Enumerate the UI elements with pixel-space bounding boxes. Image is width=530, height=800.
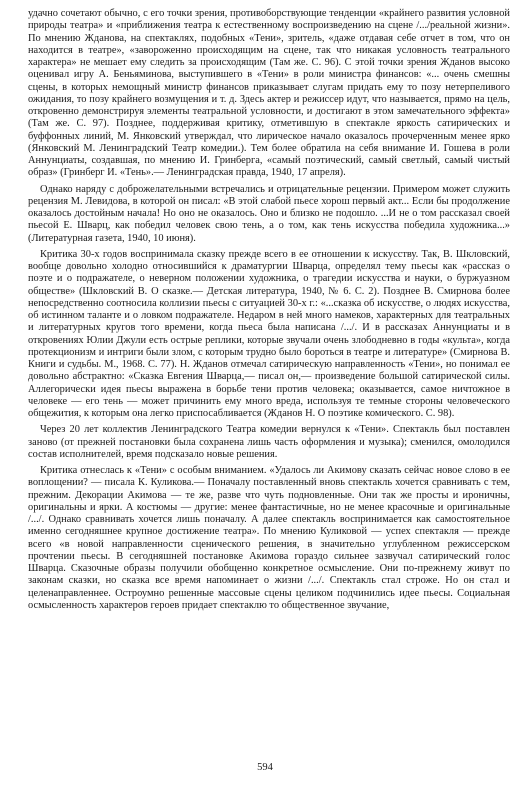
- document-page: [28, 8, 510, 792]
- paragraph-1: удачно сочетают обычно, с его точки зрения, противоборствующие тенденции «крайнего развития условной природы театра» и «приближения театра к естественному воспроизведению на сцене /.../реальной жизни». По мнению Жданова, на спектаклях, подобных «Тени», зритель, «даже отдавая себе отчет в том, что он находится в театре», «завороженно происходящим на сцене, так что никакая условность театрального характера» не мешает ему следить за происходящим (Там же. С. 96). С этой точки зрения Жданов высоко оценивал игру А. Беньяминова, выступившего в «Тени» в роли министра финансов: «... очень смешны сцены, в которых немощный министр финансов приказывает слугам придать ему то позу нетерпеливого ожидания, то позу крайнего возмущения и т. д. Здесь актер и режиссер идут, что называется, прямо на цель, откровенно демонстрируя элементы театральной условности, и достигают в этом замечательного эффекта» (Там же. С. 97). Позднее, поддерживая критику, отметившую в спектакле яркость сатирических и буффонных линий, М. Янковский утверждал, что лирическое начало оказалось прочерченным менее ярко (Янковский М. Ленинградский Театр комедии.). Тем более обратила на себя внимание И. Гошева в роли Аннунциаты, создавшая, по мнению И. Гринберга, «самый поэтический, самый светлый, самый чистый образ» (Гринберг И. «Тень».— Ленинградская правда, 1940, 17 апреля).: [28, 8, 510, 179]
- paragraph-3: Критика 30-х годов воспринимала сказку прежде всего в ее отношении к искусству. Так, В. Шкловский, вообще довольно холодно относившийся к драматургии Шварца, определял тему пьесы как «рассказ о поэте и о подражателе, о неверном положении художника, о трагедии искусства и науки, о буржуазном обществе» (Шкловский В. О сказке.— Детская литература, 1940, № 6. С. 2). Позднее В. Смирнова более непосредственно соотносила коллизии пьесы с ситуацией 30-х г.: «...сказка об искусстве, о людях искусства, об истинном таланте и о ловком подражателе. Недаром в ней много намеков, характерных для театральных и литературных кругов того времени, когда пьеса была написана /.../. И в рассказах Аннунциаты и в откровениях Юлии Джули есть острые реплики, которые звучали очень злободневно в годы «культа», когда протекционизм и интриги были злом, с которым трудно было бороться в театре и литературе» (Смирнова В. Книги и судьбы. М., 1968. С. 77). Н. Жданов отмечал сатирическую направленность «Тени», но понимал ее довольно абстрактно: «Сказка Евгения Шварца,— писал он,— произведение большой сатирической силы. Аллегорически идея пьесы выражена в борьбе тени против человека; оказывается, самое ничтожное в человеке — его тень — может причинить ему много вреда, используя те темные стороны человеческого общежития, к которым она легко приспосабливается (Жданов Н. О поэтике комического. С. 98).: [28, 248, 510, 419]
- page-number: 594: [257, 762, 273, 773]
- paragraph-4: Через 20 лет коллектив Ленинградского Театра комедии вернулся к «Тени». Спектакль был поставлен заново (от прежней постановки была сохранена лишь часть оформления и музыка); сменился, омолодился состав исполнителей, время подсказало новые решения.: [28, 424, 510, 460]
- paragraph-5: Критика отнеслась к «Тени» с особым вниманием. «Удалось ли Акимову сказать сейчас новое слово в ее воплощении? — писала К. Куликова.— Поначалу поставленный вновь спектакль хочется сравнивать с тем, прежним. Декорации Акимова — те же, разве что чуть подновленные. Они так же просты и ироничны, оригинальны и ярки. А костюмы — другие: менее фантастичные, но не менее красочные и оригинальные /.../. Однако сравнивать хочется лишь поначалу. А далее спектакль воспринимается как самостоятельное именно сегодняшнее крупное достижение театра». По мнению Куликовой — успех спектакля — прежде всего «в новой направленности сценического решения, в значительно углубленном режиссерском прочтении пьесы. В сегодняшней постановке Акимова гораздо сильнее зазвучал сатирический голос Шварца. Сказочные образы получили обобщенно конкретное осмысление. Они по-прежнему живут по законам сказки, но сказка все время напоминает о жизни /.../. Спектакль стал строже. Но он стал и целенаправленнее. Остроумно решенные массовые сцены целиком подчинились идее пьесы. Социальная осмысленность характеров героев придает спектаклю то общественное звучание,: [28, 465, 510, 611]
- paragraph-2: Однако наряду с доброжелательными встречались и отрицательные рецензии. Примером может служить рецензия М. Левидова, в которой он писал: «В этой слабой пьесе хорош первый акт... Если бы продолжение оказалось достойным начала! Но оно не оказалось. Оно и близко не подошло. ...И не о том рассказал своей пьесой Е. Шварц, как победил человек свою тень, а о том, как тень искусства победила художника...» (Литературная газета, 1940, 10 июня).: [28, 183, 510, 244]
